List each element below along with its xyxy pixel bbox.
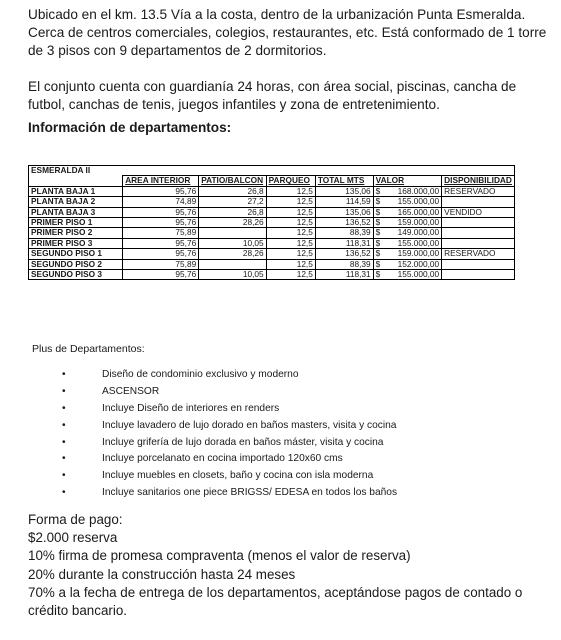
bullet-icon: • [62,385,66,397]
area-interior-value: 95,76 [123,269,199,279]
list-item-text: Incluye muebles en closets, baño y cocina con isla moderna [102,470,374,482]
area-interior-value: 75,89 [123,228,199,238]
payment-line: $2.000 reserva [28,530,118,546]
unit-name: PLANTA BAJA 1 [29,186,123,196]
disponibilidad-value: VENDIDO [442,207,515,217]
area-interior-value: 75,89 [123,259,199,269]
list-item-text: Incluye Diseño de interiores en renders [102,402,280,414]
unit-name: PRIMER PISO 2 [29,228,123,238]
patio-balcon-value: 26,8 [199,186,266,196]
unit-name: SEGUNDO PISO 3 [29,269,123,279]
area-interior-value: 95,76 [123,186,199,196]
header-area-interior: AREA INTERIOR [123,176,199,186]
table-title: ESMERALDA II [29,166,123,176]
bullet-icon: • [62,419,66,431]
disponibilidad-value [442,228,515,238]
total-mts-value: 136,52 [315,217,373,227]
valor-amount: 155.000,00 [397,238,440,248]
header-total-mts: TOTAL MTS [315,176,373,186]
parqueo-value: 12,5 [266,259,315,269]
unit-name: PLANTA BAJA 2 [29,197,123,207]
patio-balcon-value: 26,8 [199,207,266,217]
area-interior-value: 95,76 [123,238,199,248]
disponibilidad-value: RESERVADO [442,249,515,259]
disponibilidad-value [442,197,515,207]
unit-name: PRIMER PISO 1 [29,217,123,227]
parqueo-value: 12,5 [266,228,315,238]
parqueo-value: 12,5 [266,186,315,196]
area-interior-value: 95,76 [123,249,199,259]
table-title-row [29,166,515,176]
table-row [29,186,515,196]
valor-value [373,228,442,238]
currency-symbol: $ [375,207,381,217]
unit-name: SEGUNDO PISO 2 [29,259,123,269]
disponibilidad-value [442,217,515,227]
list-item-text: Incluye porcelanato en cocina importado 120x60 cms [102,453,343,465]
currency-symbol: $ [375,217,381,227]
valor-value [373,186,442,196]
valor-value [373,259,442,269]
list-item [60,402,397,419]
patio-balcon-value [199,228,266,238]
patio-balcon-value: 27,2 [199,197,266,207]
total-mts-value: 136,52 [315,249,373,259]
payment-line: 70% a la fecha de entrega de los departamentos, aceptándose pagos de contado o [28,584,523,600]
currency-symbol: $ [375,227,381,238]
valor-amount: 152.000,00 [397,259,440,269]
valor-value [373,238,442,248]
disponibilidad-value [442,269,515,279]
disponibilidad-value [442,238,515,248]
valor-value [373,197,442,207]
table-row [29,228,515,238]
disponibilidad-value: RESERVADO [442,186,515,196]
table-row [29,249,515,259]
list-item [60,436,397,453]
bullet-icon: • [62,436,66,448]
valor-amount: 159.000,00 [397,248,440,259]
total-mts-value: 118,31 [315,269,373,279]
bullet-icon: • [62,369,66,380]
plus-title: Plus de Departamentos: [32,343,145,355]
list-item-text: Incluye lavadero de lujo dorado en baños masters, visita y cocina [102,419,397,431]
currency-symbol: $ [375,196,381,207]
valor-value [373,207,442,217]
list-item-text: ASCENSOR [102,385,160,397]
intro-paragraph-amenities: El conjunto cuenta con guardianía 24 horas, con área social, piscinas, cancha de futbol, canchas de tenis, juegos infantiles y zona de entretenimiento. [28,79,517,112]
list-item-text: Incluye grifería de lujo dorada en baños máster, visita y cocina [102,436,384,448]
plus-list [60,368,397,503]
table-row [29,238,515,248]
list-item [60,486,397,503]
table-row [29,217,515,227]
list-item-text: Diseño de condominio exclusivo y moderno [102,369,299,380]
total-mts-value: 88,39 [315,228,373,238]
payment-line: 20% durante la construcción hasta 24 meses [28,566,296,582]
table-row [29,269,515,279]
valor-amount: 155.000,00 [397,196,440,207]
header-disponibilidad: DISPONIBILIDAD [442,176,515,186]
parqueo-value: 12,5 [266,269,315,279]
currency-symbol: $ [375,186,381,196]
total-mts-value: 114,59 [315,197,373,207]
area-interior-value: 95,76 [123,217,199,227]
list-item [60,419,397,436]
bullet-icon: • [62,470,66,482]
header-patio-balcon: PATIO/BALCON [199,176,266,186]
list-item [60,469,397,486]
total-mts-value: 118,31 [315,238,373,248]
parqueo-value: 12,5 [266,217,315,227]
payment-section [28,511,522,620]
patio-balcon-value: 28,26 [199,217,266,227]
bullet-icon: • [62,453,66,465]
disponibilidad-value [442,259,515,269]
patio-balcon-value: 28,26 [199,249,266,259]
patio-balcon-value: 10,05 [199,269,266,279]
payment-line: crédito bancario. [28,603,127,619]
valor-amount: 165.000,00 [397,207,440,217]
header-parqueo: PARQUEO [266,176,315,186]
parqueo-value: 12,5 [266,249,315,259]
total-mts-value: 135,06 [315,207,373,217]
area-interior-value: 95,76 [123,207,199,217]
header-valor: VALOR [373,176,442,186]
valor-amount: 159.000,00 [397,217,440,227]
table-row [29,259,515,269]
currency-symbol: $ [375,269,381,279]
currency-symbol: $ [375,238,381,248]
valor-amount: 168.000,00 [397,186,440,196]
bullet-icon: • [62,487,66,499]
list-item-text: Incluye sanitarios one piece BRIGSS/ EDESA en todos los baños [102,487,398,499]
valor-value [373,217,442,227]
list-item [60,385,397,402]
payment-title: Forma de pago: [28,512,123,527]
unit-name: SEGUNDO PISO 1 [29,249,123,259]
valor-value [373,249,442,259]
table-row [29,197,515,207]
currency-symbol: $ [375,259,381,269]
payment-line: 10% firma de promesa compraventa (menos el valor de reserva) [28,548,411,564]
table-row [29,207,515,217]
total-mts-value: 88,39 [315,259,373,269]
parqueo-value: 12,5 [266,197,315,207]
valor-value [373,269,442,279]
area-interior-value: 74,89 [123,197,199,207]
parqueo-value: 12,5 [266,238,315,248]
unit-name: PLANTA BAJA 3 [29,207,123,217]
total-mts-value: 135,06 [315,186,373,196]
intro-paragraph-location: Ubicado en el km. 13.5 Vía a la costa, dentro de la urbanización Punta Esmeralda. Cerca de centros comerciales, colegios, restaurantes, etc. Está conformado de 1 torre de 3 pisos con 9 departamentos de 2 dormitorios. [28,7,547,58]
intro-section [28,6,548,132]
patio-balcon-value [199,259,266,269]
patio-balcon-value: 10,05 [199,238,266,248]
valor-amount: 155.000,00 [397,269,440,279]
parqueo-value: 12,5 [266,207,315,217]
unit-name: PRIMER PISO 3 [29,238,123,248]
currency-symbol: $ [375,248,381,259]
valor-amount: 149.000,00 [397,227,440,238]
bullet-icon: • [62,402,66,414]
list-item [60,452,397,469]
departments-heading: Información de departamentos: [28,120,232,135]
list-item [60,368,397,385]
departments-table [28,165,515,280]
table-header-row [29,176,515,186]
